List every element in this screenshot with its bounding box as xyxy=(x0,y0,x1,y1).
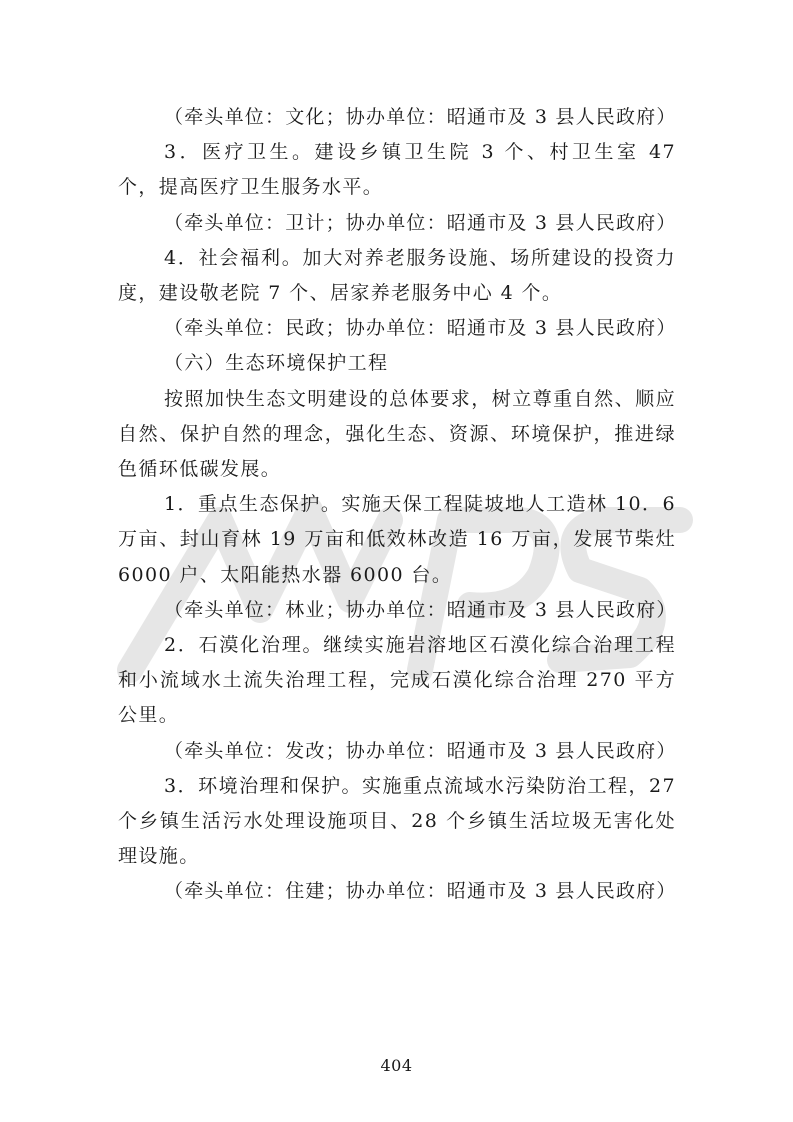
paragraph-intro: 按照加快生态文明建设的总体要求，树立尊重自然、顺应自然、保护自然的理念，强化生态、资源、环境保护，推进绿色循环低碳发展。 xyxy=(118,387,676,481)
page-number: 404 xyxy=(380,1056,413,1075)
paragraph-environment: 3．环境治理和保护。实施重点流域水污染防治工程，27 个乡镇生活污水处理设施项目、28 个乡镇生活垃圾无害化处理设施。 xyxy=(118,774,676,868)
responsibility-note: （牵头单位：发改；协办单位：昭通市及 3 县人民政府） xyxy=(164,739,677,762)
paragraph-ecology: 1．重点生态保护。实施天保工程陡坡地人工造林 10．6 万亩、封山育林 19 万亩和低效林改造 16 万亩，发展节柴灶 6000 户、太阳能热水器 6000 台。 xyxy=(118,493,676,586)
paragraph-medical: 3．医疗卫生。建设乡镇卫生院 3 个、村卫生室 47 个，提高医疗卫生服务水平。 xyxy=(118,141,676,199)
paragraph-desertification: 2．石漠化治理。继续实施岩溶地区石漠化综合治理工程和小流域水土流失治理工程，完成石漠化综合治理 270 平方公里。 xyxy=(118,634,676,727)
responsibility-note: （牵头单位：住建；协办单位：昭通市及 3 县人民政府） xyxy=(164,880,677,903)
section-heading: （六）生态环境保护工程 xyxy=(164,352,389,375)
responsibility-note: （牵头单位：民政；协办单位：昭通市及 3 县人民政府） xyxy=(164,317,677,340)
responsibility-note: （牵头单位：卫计；协办单位：昭通市及 3 县人民政府） xyxy=(164,211,677,234)
paragraph-welfare: 4．社会福利。加大对养老服务设施、场所建设的投资力度，建设敬老院 7 个、居家养老服务中心 4 个。 xyxy=(118,246,676,305)
document-body xyxy=(118,100,676,910)
responsibility-note: （牵头单位：林业；协办单位：昭通市及 3 县人民政府） xyxy=(164,598,677,621)
responsibility-note: （牵头单位：文化；协办单位：昭通市及 3 县人民政府） xyxy=(164,106,677,128)
